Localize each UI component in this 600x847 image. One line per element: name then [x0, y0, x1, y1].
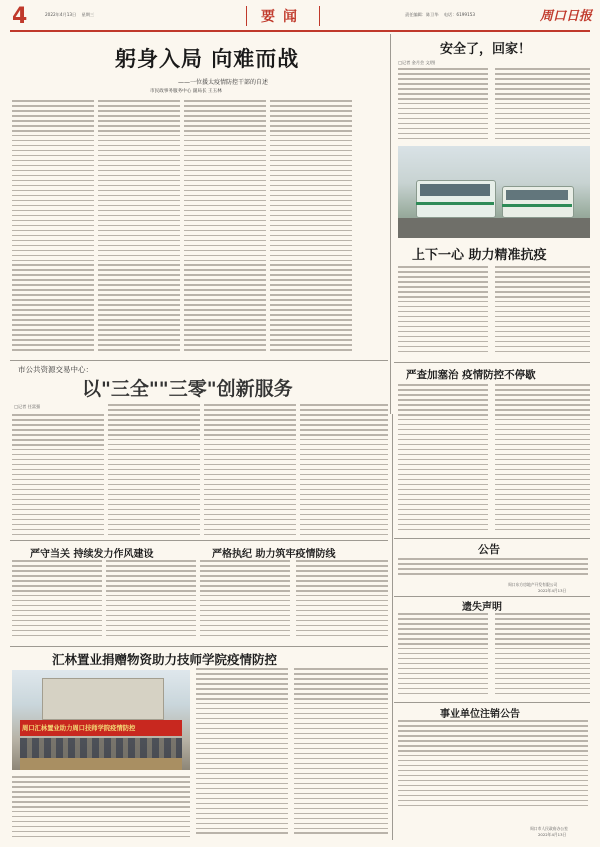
bottom-story-title: 汇林置业捐赠物资助力技师学院疫情防控: [52, 652, 278, 667]
bus-windows-2: [506, 190, 568, 200]
lost-title: 遗失声明: [462, 602, 502, 613]
notice-title: 公告: [478, 543, 500, 556]
divider-right-2: [394, 538, 590, 539]
bottom-left-column-2: [106, 560, 196, 642]
service-column-3: [204, 404, 296, 536]
bottom-story-under-photo: [12, 776, 190, 840]
lead-subtitle: ——一位援太疫情防控干部的自述: [178, 79, 269, 86]
lead-column-4: [270, 100, 352, 352]
bottom-story-column-1: [196, 668, 288, 840]
divider-service-bottom: [10, 540, 388, 541]
service-column-1: [12, 414, 104, 536]
divider-bottom-story: [10, 646, 388, 647]
lead-column-3: [184, 100, 266, 352]
divider-right-4: [394, 702, 590, 703]
service-column-2: [108, 404, 200, 536]
divider-right-3: [394, 596, 590, 597]
bottom-story-column-2: [294, 668, 388, 840]
right-mid-column-1: [398, 266, 488, 358]
divider-vertical-top: [390, 34, 391, 414]
bus-stripe-2: [502, 204, 572, 207]
phone-text: 电话：6199153: [443, 12, 476, 17]
right-third-column-2: [495, 384, 590, 534]
road: [398, 218, 590, 238]
lost-column-1: [398, 613, 488, 699]
bottom-mid-column-1: [200, 560, 290, 642]
right-third-title: 严查加塞治 疫情防控不停歇: [406, 369, 536, 381]
notice-date: 2022年4月13日: [538, 588, 567, 593]
right-top-column-2: [495, 68, 590, 142]
right-top-column-1: [398, 68, 488, 142]
page-number: 4: [12, 4, 28, 29]
service-kicker: 市公共资源交易中心：: [18, 365, 93, 374]
service-column-4: [300, 404, 388, 536]
issue-date: [45, 12, 94, 18]
lost-column-2: [495, 613, 590, 699]
bottom-left-title: 严守当关 持续发力作风建设: [30, 549, 154, 560]
right-mid-column-2: [495, 266, 590, 358]
header-rule: [10, 30, 590, 32]
bus-windows-1: [420, 184, 490, 196]
divider-right-1: [394, 362, 590, 363]
editor-text: 责任编辑：陈卫华: [405, 12, 439, 17]
cancel-body: [398, 720, 588, 812]
bus-stripe-1: [416, 202, 494, 205]
notice-org: 周口东方房地产开发有限公司: [508, 582, 558, 587]
lead-byline: 市民政事务服务中心 副局长 王玉林: [150, 89, 222, 94]
bottom-mid-title: 严格执纪 助力筑牢疫情防线: [212, 549, 336, 560]
right-top-title: 安全了，回家！: [440, 42, 532, 57]
editor-info: [405, 12, 475, 18]
notice-body: [398, 558, 588, 580]
bottom-mid-column-2: [296, 560, 388, 642]
service-byline: □记者 任富强: [14, 404, 41, 409]
weekday-text: 星期三: [81, 12, 95, 17]
right-mid-title: 上下一心 助力精准抗疫: [412, 248, 547, 263]
right-top-byline: □记者 金月会 文/图: [398, 60, 436, 65]
bus-photo: [398, 146, 590, 238]
cancel-title: 事业单位注销公告: [440, 709, 520, 720]
right-third-column-1: [398, 384, 488, 534]
donation-photo: [12, 670, 190, 770]
divider-vertical-bottom: [392, 414, 393, 840]
service-title: 以"三全""三零"创新服务: [82, 378, 293, 400]
divider-lead-bottom: [10, 360, 388, 361]
boxes: [20, 758, 182, 770]
section-text: 要闻: [261, 9, 305, 25]
cancel-date: 2022年4月13日: [538, 832, 567, 837]
date-text: 2022年4月13日: [45, 12, 77, 17]
cancel-org: 周口市人民政府办公室: [530, 826, 568, 831]
building: [42, 678, 164, 720]
lead-column-2: [98, 100, 180, 352]
logo: 周口日报: [540, 9, 593, 24]
lead-title: 躬身入局 向难而战: [115, 47, 300, 71]
banner-text: 周口汇林置业助力周口技师学院疫情防控: [22, 725, 136, 732]
bottom-left-column-1: [12, 560, 102, 642]
lead-column-1: [12, 100, 94, 352]
section-label: [246, 6, 320, 26]
